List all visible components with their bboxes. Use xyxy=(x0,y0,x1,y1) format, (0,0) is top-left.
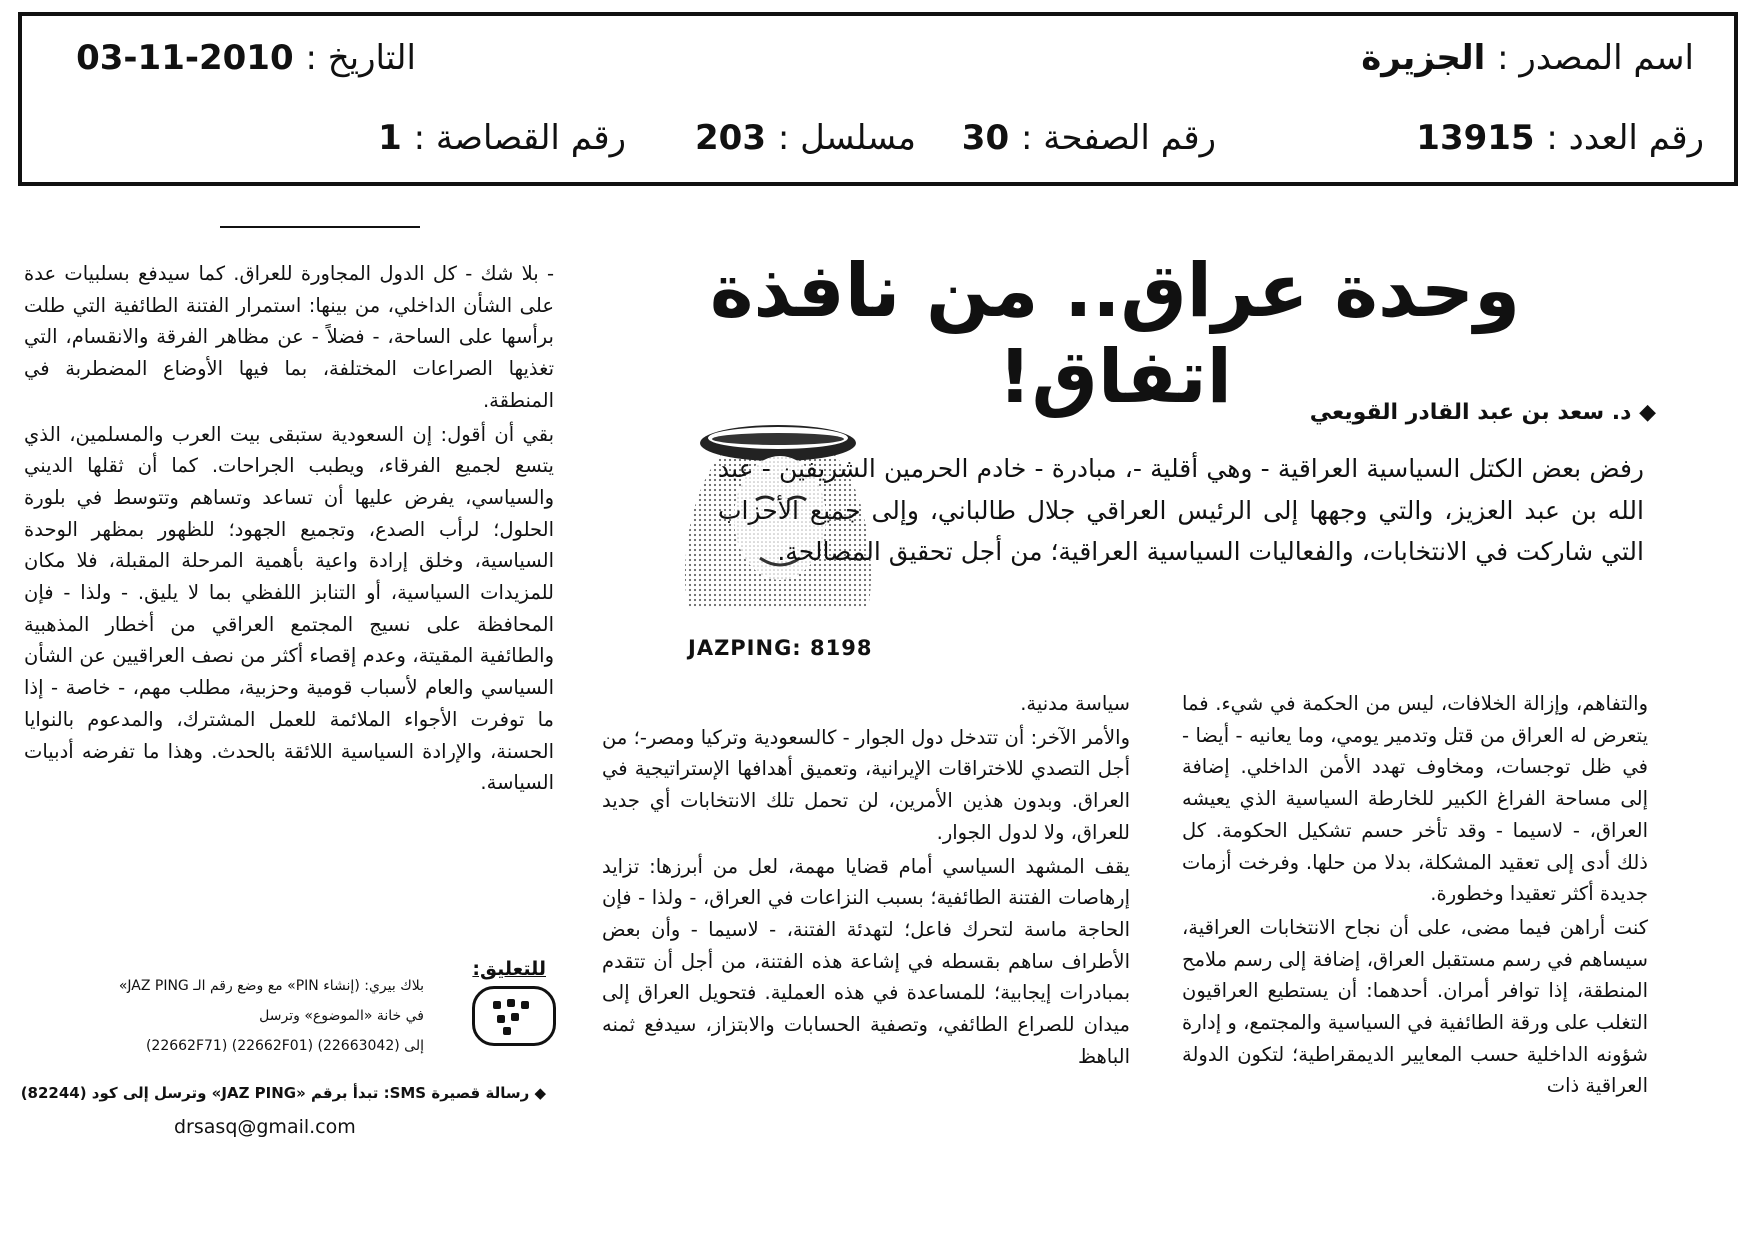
paragraph: والأمر الآخر: أن تتدخل دول الجوار - كالسعودية وتركيا ومصر-؛ من أجل التصدي للاختراقات الإيرانية، وتعميق أهدافها الإستراتيجية في العراق. وبدون هذين الأمرين، لن تحمل تلك الانتخابات أي جديد للعراق، ولا لدول الجوار. xyxy=(602,725,1130,844)
source-label: اسم المصدر : xyxy=(1497,38,1694,78)
issue-field xyxy=(1416,118,1704,158)
source-field xyxy=(1361,38,1694,78)
date-label: التاريخ : xyxy=(305,38,416,78)
article-column-right xyxy=(1182,688,1648,1102)
paragraph: والتفاهم، وإزالة الخلافات، ليس من الحكمة في شيء. فما يتعرض له العراق من قتل وتدمير يومي، وما يعانيه - أيضا - في ظل توجسات، ومخاوف تهدد الأمن الداخلي. إضافة إلى مساحة الفراغ الكبير للخارطة السياسية الذي يعيشه العراق، - لاسيما - وقد تأخر حسم تشكيل الحكومة. كل ذلك أدى إلى تعقيد المشكلة، بدلا من حلها. وفرخت أزمات جديدة أكثر تعقيدا وخطورة. xyxy=(1182,692,1648,906)
paragraph: بقي أن أقول: إن السعودية ستبقى بيت العرب والمسلمين، الذي يتسع لجميع الفرقاء، ويطبب الجراحات. كما أن ثقلها الديني والسياسي، يفرض عليها أن تساعد وتساهم وتتوسط في بلورة الحلول؛ لرأب الصدع، وتجميع الجهود؛ للظهور بمظهر الوحدة السياسية، وخلق إرادة واعية بأهمية المرحلة المقبلة، فلا مكان للمزيدات السياسية، أو التنابز اللفظي بما لا يليق. - ولذا - فإن المحافظة على نسيج المجتمع العراقي من أخطار المذهبية والطائفية المقيتة، وعدم إقصاء أكثر من نصف العراقيين عن الشأن السياسي والعام لأسباب قومية وحزبية، مطلب مهم، - خاصة - إذا ما توفرت الأجواء الملائمة للعمل المشترك، والمدعوم بالنوايا الحسنة، والإرادة السياسية اللائقة بالحدث. وهذا ما تفرضه أدبيات السياسة. xyxy=(24,422,554,795)
article-title: وحدة عراق.. من نافذة اتفاق! xyxy=(709,248,1521,420)
issue-value: 13915 xyxy=(1416,118,1535,158)
article-lead: رفض بعض الكتل السياسية العراقية - وهي أقلية -، مبادرة - خادم الحرمين الشريفين - عبد الله بن عبد العزيز، والتي وجهها إلى الرئيس العراقي جلال طالباني، وإلى جميع الأحزاب التي شاركت في الانتخابات، والفعاليات السياسية العراقية؛ من أجل تحقيق المصالحة. xyxy=(718,454,1644,566)
page-label: رقم الصفحة : xyxy=(1020,118,1216,158)
serial-field xyxy=(695,118,916,158)
page-value: 30 xyxy=(961,118,1010,158)
clip-value: 1 xyxy=(378,118,402,158)
paragraph: - بلا شك - كل الدول المجاورة للعراق. كما سيدفع بسلبيات عدة على الشأن الداخلي، من بينها: استمرار الفتنة الطائفية التي طلت برأسها على الساحة، - فضلاً - عن مظاهر الفرقة والانقسام، التي تغذيها الصراعات المختلفة، بما فيها الأوضاع المضطربة في المنطقة. xyxy=(24,262,554,412)
article-byline: ◆ د. سعد بن عبد القادر القويعي xyxy=(1309,400,1656,425)
serial-value: 203 xyxy=(695,118,766,158)
comment-line: بلاك بيري: (إنشاء PIN» مع وضع رقم الـ JAZ PING» xyxy=(118,978,424,994)
article-column-left xyxy=(24,258,554,799)
comment-line: في خانة «الموضوع» وترسل xyxy=(259,1008,424,1024)
column-rule xyxy=(220,226,420,228)
photo-credit: JAZPING: 8198 xyxy=(688,636,873,660)
paragraph: كنت أراهن فيما مضى، على أن نجاح الانتخابات العراقية، سيساهم في رسم مستقبل العراق، إضافة إلى رسم ملامح المنطقة، إذا توافر أمران. أحدهما: أن يستطيع العراقيون التغلب على ورقة الطائفية في السياسية والمجتمع، و إدارة شؤونه الداخلية حسب المعايير الديمقراطية؛ لتكون الدولة العراقية ذات xyxy=(1182,915,1648,1098)
clip-field xyxy=(378,118,626,158)
page-field xyxy=(962,118,1216,158)
paragraph: يقف المشهد السياسي أمام قضايا مهمة، لعل من أبرزها: تزايد إرهاصات الفتنة الطائفية؛ بسبب النزاعات في العراق، - ولذا - فإن الحاجة ماسة لتحرك فاعل؛ لتهدئة الفتنة، - لاسيما - وأن بعض الأطراف ساهم بقسطه في إشاعة هذه الفتنة، من أجل أن تتقدم بمبادرات إيجابية؛ للمساعدة في هذه العملية. فتحويل العراق إلى ميدان للصراع الطائفي، وتصفية الحسابات والابتزاز، سيدفع ثمنه الباهظ xyxy=(602,854,1130,1068)
blackberry-icon xyxy=(472,986,556,1046)
clipping-header xyxy=(18,12,1738,186)
date-value: 2010-11-03 xyxy=(76,38,294,78)
clip-label: رقم القصاصة : xyxy=(413,118,626,158)
sms-instructions: ◆ رسالة قصيرة SMS: تبدأ برقم «JAZ PING» وترسل إلى كود (82244) xyxy=(20,1084,546,1102)
comment-line: إلى (22663042) (22662F01) (22662F71) xyxy=(145,1038,424,1054)
author-email: drsasq@gmail.com xyxy=(174,1116,356,1138)
issue-label: رقم العدد : xyxy=(1546,118,1704,158)
date-field xyxy=(76,38,416,78)
article-column-middle xyxy=(602,688,1130,1072)
serial-label: مسلسل : xyxy=(777,118,916,158)
source-value: الجزيرة xyxy=(1361,38,1486,78)
paragraph: سياسة مدنية. xyxy=(1020,692,1130,715)
comment-heading: للتعليق: xyxy=(472,958,546,980)
